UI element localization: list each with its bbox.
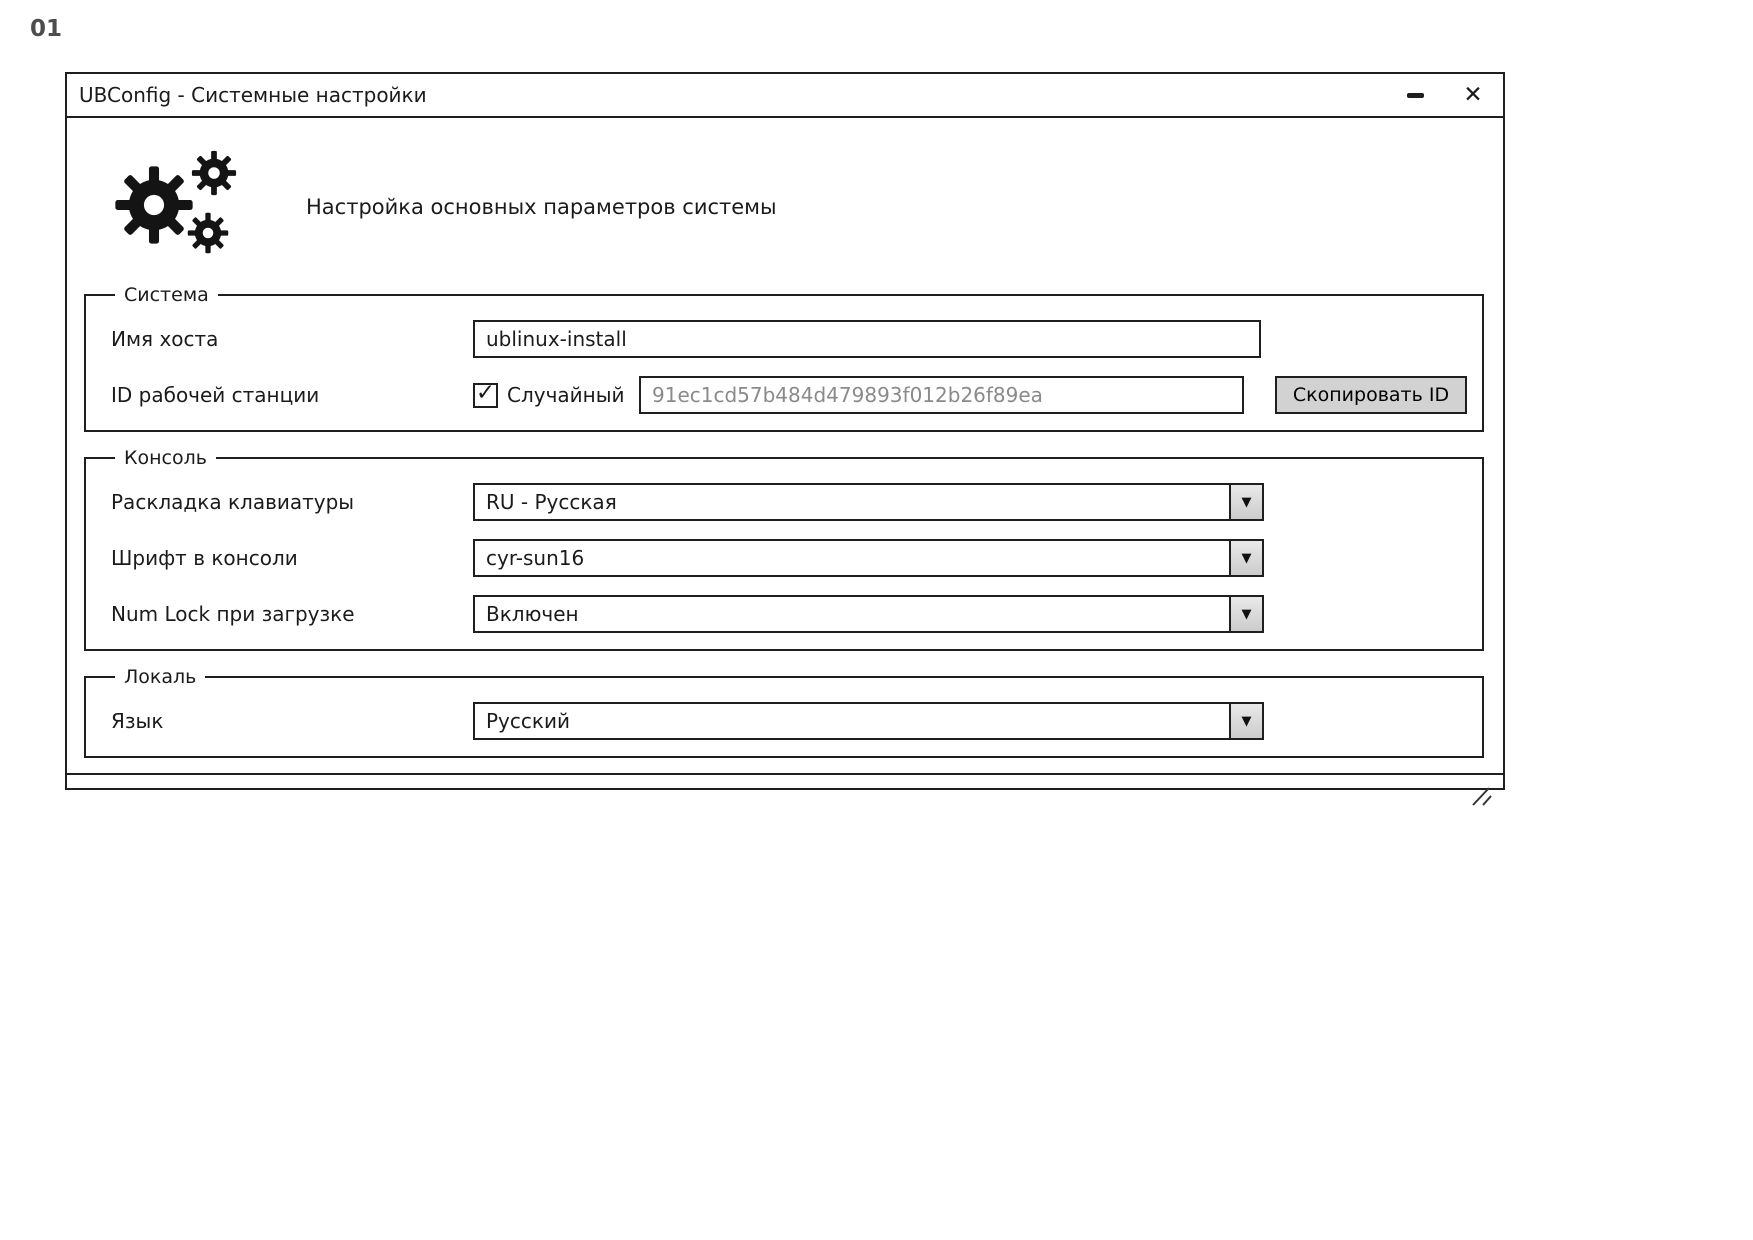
title-bar — [67, 74, 1503, 118]
keyboard-layout-value: RU - Русская — [486, 490, 617, 514]
console-font-row — [111, 539, 1467, 577]
station-id-label: ID рабочей станции — [111, 383, 320, 407]
ubconfig-window — [65, 72, 1505, 790]
gear-icon — [190, 149, 238, 197]
group-system-legend: Система — [124, 284, 209, 306]
group-locale-legend: Локаль — [124, 666, 197, 688]
console-font-dropdown[interactable] — [473, 539, 1264, 577]
hostname-label: Имя хоста — [111, 327, 219, 351]
page-number: 01 — [30, 16, 63, 42]
app-header — [84, 148, 1486, 266]
language-dropdown[interactable] — [473, 702, 1264, 740]
gears-icon — [112, 149, 250, 265]
random-checkbox-label: Случайный — [507, 383, 625, 407]
numlock-dropdown[interactable] — [473, 595, 1264, 633]
window-content — [67, 118, 1503, 773]
hostname-input[interactable] — [473, 320, 1261, 358]
dropdown-arrow-button[interactable] — [1229, 704, 1262, 738]
station-id-row — [111, 376, 1467, 414]
keyboard-layout-row — [111, 483, 1467, 521]
close-button[interactable] — [1459, 81, 1487, 109]
station-id-control — [473, 376, 1467, 414]
hostname-value: ublinux-install — [486, 327, 627, 351]
group-console — [84, 447, 1484, 651]
hostname-row — [111, 320, 1467, 358]
resize-grip-icon[interactable] — [1467, 785, 1495, 807]
numlock-label: Num Lock при загрузке — [111, 602, 355, 626]
group-system — [84, 284, 1484, 432]
chevron-down-icon: ▼ — [1241, 713, 1252, 729]
chevron-down-icon: ▼ — [1241, 606, 1252, 622]
dropdown-arrow-button[interactable] — [1229, 597, 1262, 631]
language-row — [111, 702, 1467, 740]
close-icon: ✕ — [1463, 81, 1483, 108]
console-font-value: cyr-sun16 — [486, 546, 585, 570]
status-bar — [67, 773, 1503, 813]
app-description: Настройка основных параметров системы — [306, 195, 777, 219]
group-console-legend: Консоль — [124, 447, 207, 469]
chevron-down-icon: ▼ — [1241, 550, 1252, 566]
minimize-icon — [1407, 93, 1424, 98]
keyboard-layout-dropdown[interactable] — [473, 483, 1264, 521]
language-label: Язык — [111, 709, 164, 733]
dropdown-arrow-button[interactable] — [1229, 485, 1262, 519]
language-value: Русский — [486, 709, 570, 733]
numlock-row — [111, 595, 1467, 633]
chevron-down-icon: ▼ — [1241, 494, 1252, 510]
gear-icon — [112, 163, 196, 247]
group-locale — [84, 666, 1484, 758]
random-option — [473, 380, 639, 408]
window-controls — [1401, 81, 1487, 109]
gear-icon — [186, 211, 230, 255]
console-font-label: Шрифт в консоли — [111, 546, 298, 570]
station-id-input[interactable] — [639, 376, 1244, 414]
minimize-button[interactable] — [1401, 81, 1429, 109]
keyboard-layout-label: Раскладка клавиатуры — [111, 490, 355, 514]
numlock-value: Включен — [486, 602, 579, 626]
dropdown-arrow-button[interactable] — [1229, 541, 1262, 575]
window-title: UBConfig - Системные настройки — [79, 83, 427, 107]
copy-id-button[interactable]: Скопировать ID — [1275, 376, 1467, 414]
random-checkbox[interactable]: ✓ — [473, 383, 498, 408]
station-id-value: 91ec1cd57b484d479893f012b26f89ea — [652, 383, 1043, 407]
